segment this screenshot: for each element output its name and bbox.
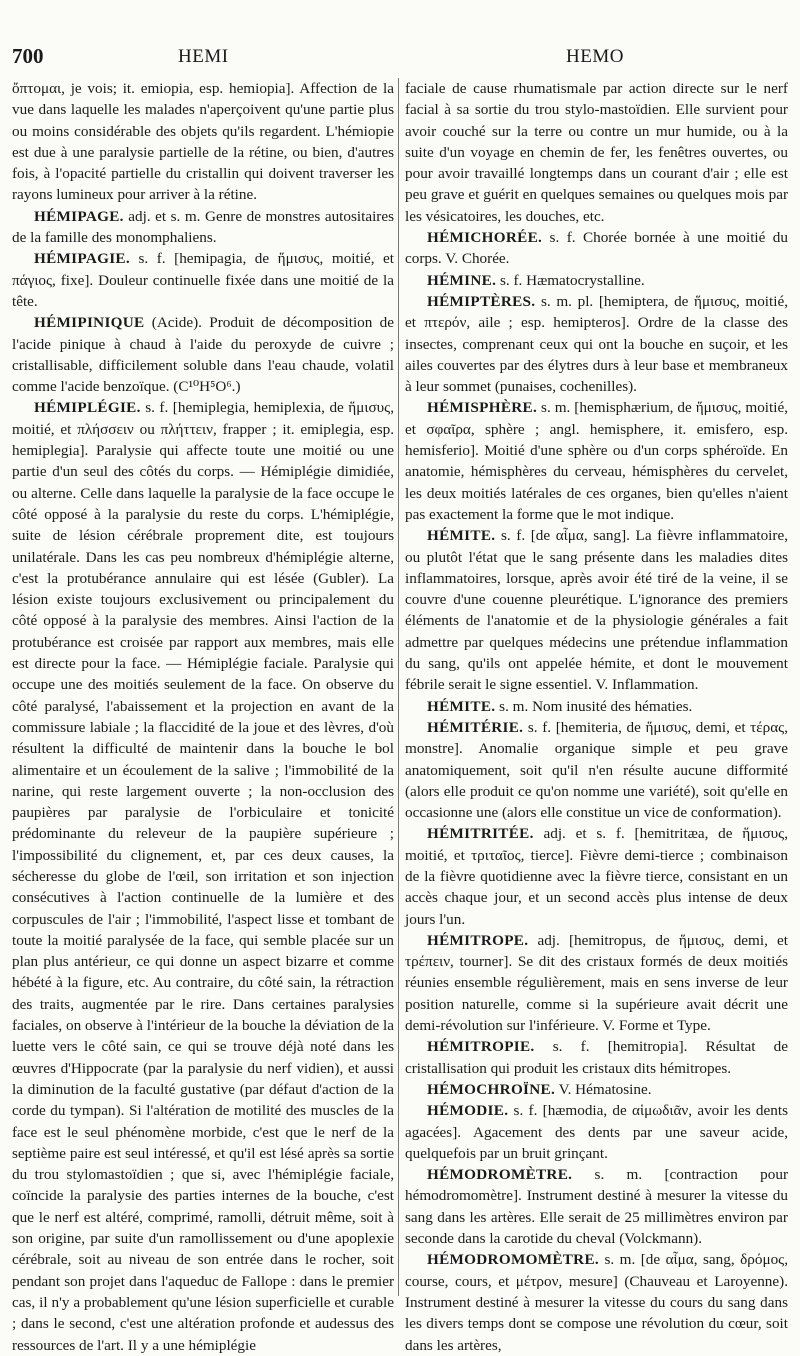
entry-text: s. f. [hæmodia, de αἱμωδιᾶν, avoir les dents agacées]. Agacement des dents par une saveur acide, quelquefois par un bruit grinçant.	[405, 1102, 788, 1162]
dictionary-entry	[12, 78, 394, 206]
entry-headword: HÉMITE.	[427, 697, 496, 715]
entry-text: V. Hématosine.	[555, 1080, 652, 1098]
dictionary-entry	[405, 930, 788, 1036]
entry-headword: HÉMIPLÉGIE.	[34, 399, 141, 417]
dictionary-entry	[405, 1079, 788, 1100]
entry-headword: HÉMITE.	[427, 527, 496, 545]
entry-headword: HÉMIPAGIE.	[34, 250, 130, 268]
dictionary-entry	[405, 525, 788, 695]
dictionary-entry	[405, 696, 788, 717]
dictionary-entry	[12, 206, 394, 249]
entry-text: (Acide). Produit de décomposition de l'acide pinique à chaud à l'aide du peroxyde de cuivre ; cristallisable, difficilement soluble dans l'eau chaude, volatil comme l'acide benzoïque. (C¹⁰H⁵O⁶.)	[12, 314, 394, 396]
entry-text: s. f. Chorée bornée à une moitié du corps. V. Chorée.	[405, 229, 788, 268]
entry-text: s. f. Hæmatocrystalline.	[496, 271, 645, 289]
entry-text: s. f. [hemiplegia, hemiplexia, de ἥμισυς, moitié, et πλήσσειν ou πλήττειν, frapper ; it. emiplegia, esp. hemiplegia]. Paralysie qui affecte toute une moitié ou une partie d'un seul des côtés du corps. — Hémiplégie dimidiée, ou alterne. Celle dans laquelle la paralysie de la face occupe le côté opposé à la paralysie du reste du corps. L'hémiplégie, suite de lésion cérébrale proprement dite, est toujours unilatérale. Dans les cas peu nombreux d'hémiplégie alterne, c'est la protubérance annulaire qui est lésée (Gubler). La lésion existe toujours exclusivement ou principalement du côté opposé à la paralysie des membres. Ainsi l'action de la protubérance est croisée par rapport aux membres, mais elle est directe pour la face. — Hémiplégie faciale. Paralysie qui occupe une des moitiés seulement de la face. On observe du côté paralysé, l'abaissement et la projection en avant de la commissure labiale ; la flaccidité de la joue et des lèvres, d'où résultent la difficulté de maintenir dans la bouche le bol alimentaire et un écoulement de la salive ; l'immobilité de la narine, qui reste largement ouverte ; la non-occlusion des paupières par paralysie de l'orbiculaire et tonicité prédominante du releveur de la paupière supérieure ; l'impossibilité du clignement, et, par ces deux causes, la sécheresse du globe de l'œil, son irritation et son injection consécutives à l'action continuelle de la lumière et des corpuscules de l'air ; l'immobilité, l'aspect lisse et tombant de toute la moitié paralysée de la face, qui semble placée sur un plan plus antérieur, ce qui donne un aspect bizarre et comme hébété à la figure, etc. Au contraire, du côté sain, la rétraction des traits, augmentée par le rire. Dans certaines paralysies faciales, on observe à l'intérieur de la bouche la déviation de la luette vers le côté sain, ce qui se trouve déjà noté dans les œuvres d'Hippocrate (par la paralysie du nerf vidien), et aussi la diminution de la faculté gustative (par défaut d'action de la corde du tympan). Si l'altération de motilité des muscles de la face est le seul phénomène morbide, c'est que le nerf de la septième paire est seul intéressé, et qu'il est lésé après sa sortie du trou stylomastoïdien ; que si, avec l'hémiplégie faciale, coïncide la paralysie des parties internes de la bouche, c'est que le nerf est altéré, comprimé, ramolli, détruit même, soit à son origine, par suite d'un ramollissement ou d'une apoplexie cérébrale, soit au niveau de son entrée dans le rocher, soit pendant son projet dans l'aqueduc de Fallope : dans le premier cas, il n'y a probablement qu'une lésion superficielle et curable ; dans le second, c'est une altération profonde et audessus des ressources de l'art. Il y a une hémiplégie	[12, 399, 394, 1354]
dictionary-entry	[12, 312, 394, 397]
entry-headword: HÉMIPTÈRES.	[427, 292, 536, 310]
dictionary-entry	[405, 823, 788, 929]
text-columns	[12, 78, 788, 1354]
dictionary-entry	[12, 397, 394, 1355]
entry-text: s. m. [contraction pour hémodromomètre]. Instrument destiné à mesurer la vitesse du sang dans les artères. Elle serait de 25 millimètres environ par seconde dans la carotide du cheval (Volckmann).	[405, 1166, 788, 1248]
dictionary-entry	[405, 1249, 788, 1355]
entry-headword: HÉMITÉRIE.	[427, 718, 524, 736]
entry-text: s. f. [hemiteria, de ἥμισυς, demi, et τέρας, monstre]. Anomalie organique simple et peu grave anatomiquement, soit qu'il n'en résulte aucune difformité (alors elle produit ce qu'on nomme une variété), soit qu'elle en occasionne une (alors elle constitue un vice de conformation).	[405, 718, 788, 822]
left-running-title: HEMI	[178, 46, 229, 67]
entry-text: adj. [hemitropus, de ἥμισυς, demi, et τρέπειν, tourner]. Se dit des cristaux formés de deux moitiés réunies ensemble régulièrement, mais en sens inverse de leur position naturelle, comme si la supérieure avait décrit une demi-révolution sur l'inférieure. V. Forme et Type.	[405, 931, 788, 1035]
entry-headword: HÉMITROPE.	[427, 931, 529, 949]
dictionary-entry	[12, 248, 394, 312]
entry-headword: HÉMOCHROÏNE.	[427, 1080, 556, 1098]
entry-headword: HÉMISPHÈRE.	[427, 399, 538, 417]
dictionary-entry	[405, 1036, 788, 1079]
entry-text: adj. et s. f. [hemitritæa, de ἥμισυς, moitié, et τριταῖος, tierce]. Fièvre demi-tierce ; combinaison de la fièvre quotidienne avec la fièvre tierce, consistant en un accès chaque jour, et un second accès plus intense de deux jours l'un.	[405, 825, 788, 928]
dictionary-entry	[405, 397, 788, 525]
entry-headword: HÉMIPINIQUE	[34, 314, 145, 332]
entry-text: s. f. [hemitropia]. Résultat de cristallisation qui produit les cristaux dits hémitropes.	[405, 1038, 788, 1077]
entry-text: s. m. [hemisphærium, de ἥμισυς, moitié, et σφαῖρα, sphère ; angl. hemisphere, it. emisfero, esp. hemisferio]. Moitié d'une sphère ou d'un corps sphéroïde. En anatomie, hémisphères du cerveau, hémisphères du cervelet, les deux moitiés latérales de ces organes, bien qu'elles n'aient pas exactement la forme que le mot indique.	[405, 399, 788, 523]
running-header	[0, 44, 800, 78]
entry-headword: HÉMIPAGE.	[34, 207, 124, 225]
dictionary-entry	[405, 78, 788, 227]
entry-text: adj. et s. m. Genre de monstres autositaires de la famille des monomphaliens.	[12, 207, 394, 247]
right-column	[405, 78, 788, 1354]
column-divider	[398, 78, 399, 1296]
entry-text: s. m. Nom inusité des hématies.	[495, 697, 693, 715]
dictionary-entry	[405, 1100, 788, 1164]
entry-text: s. m. pl. [hemiptera, de ἥμισυς, moitié, et πτερόν, aile ; esp. hemipteros]. Ordre de la classe des insectes, comprenant ceux qui ont la bouche en suçoir, et les ailes couvertes par des élytres durs à leur base et membraneux à leur sommet (punaises, cochenilles).	[405, 292, 788, 396]
entry-text: s. f. [hemipagia, de ἥμισυς, moitié, et πάγιος, fixe]. Douleur continuelle fixée dans une moitié de la tête.	[12, 250, 394, 310]
entry-text: s. f. [de αἷμα, sang]. La fièvre inflammatoire, ou plutôt l'état que le sang présente dans les maladies dites inflammatoires, lorsque, après avoir été tiré de la veine, il se couvre d'une couenne pleurétique. L'ignorance des premiers éléments de l'anatomie et de la physiologie générales a fait admettre par quelques médecins une prétendue inflammation du sang, qu'ils ont appelée hémite, et dont le mouvement fébrile serait le signe essentiel. V. Inflammation.	[405, 527, 788, 694]
left-column	[12, 78, 394, 1354]
entry-headword: HÉMINE.	[427, 271, 497, 289]
entry-text: s. m. [de αἷμα, sang, δρόμος, course, cours, et μέτρον, mesure] (Chauveau et Laroyenne). Instrument destiné à mesurer la vitesse du cours du sang dans les divers temps dont se compose une révolution du cœur, soit dans les artères,	[405, 1251, 788, 1354]
entry-headword: HÉMODIE.	[427, 1102, 509, 1120]
dictionary-entry	[405, 291, 788, 397]
entry-headword: HÉMICHORÉE.	[427, 229, 543, 247]
dictionary-entry	[405, 717, 788, 823]
dictionary-entry	[405, 1164, 788, 1249]
entry-text: ὄπτομαι, je vois; it. emiopia, esp. hemiopia]. Affection de la vue dans laquelle les malades n'aperçoivent qu'une partie plus ou moins considérable des objets qu'ils regardent. L'hémiopie est due à une paralysie partielle de la rétine, ou bien, d'autres fois, à l'opacité partielle du cristallin qui doivent traverser les rayons lumineux pour arriver à la rétine.	[12, 80, 394, 204]
entry-headword: HÉMITROPIE.	[427, 1038, 535, 1056]
page-number: 700	[12, 44, 44, 68]
right-running-title: HEMO	[566, 46, 624, 67]
entry-headword: HÉMODROMOMÈTRE.	[427, 1251, 599, 1269]
entry-headword: HÉMODROMÈTRE.	[427, 1166, 573, 1184]
entry-text: faciale de cause rhumatismale par action directe sur le nerf facial à sa sortie du trou stylo-mastoïdien. Elle survient pour avoir couché sur la terre ou contre un mur humide, ou à la suite d'un voyage en chemin de fer, les fenêtres ouvertes, ou pour avoir travaillé longtemps dans un courant d'air ; elle est peu grave et guérit en quelques semaines ou quelques mois par les vésicatoires, les douches, etc.	[405, 80, 788, 225]
dictionary-entry	[405, 270, 788, 291]
entry-headword: HÉMITRITÉE.	[427, 825, 534, 843]
dictionary-entry	[405, 227, 788, 270]
